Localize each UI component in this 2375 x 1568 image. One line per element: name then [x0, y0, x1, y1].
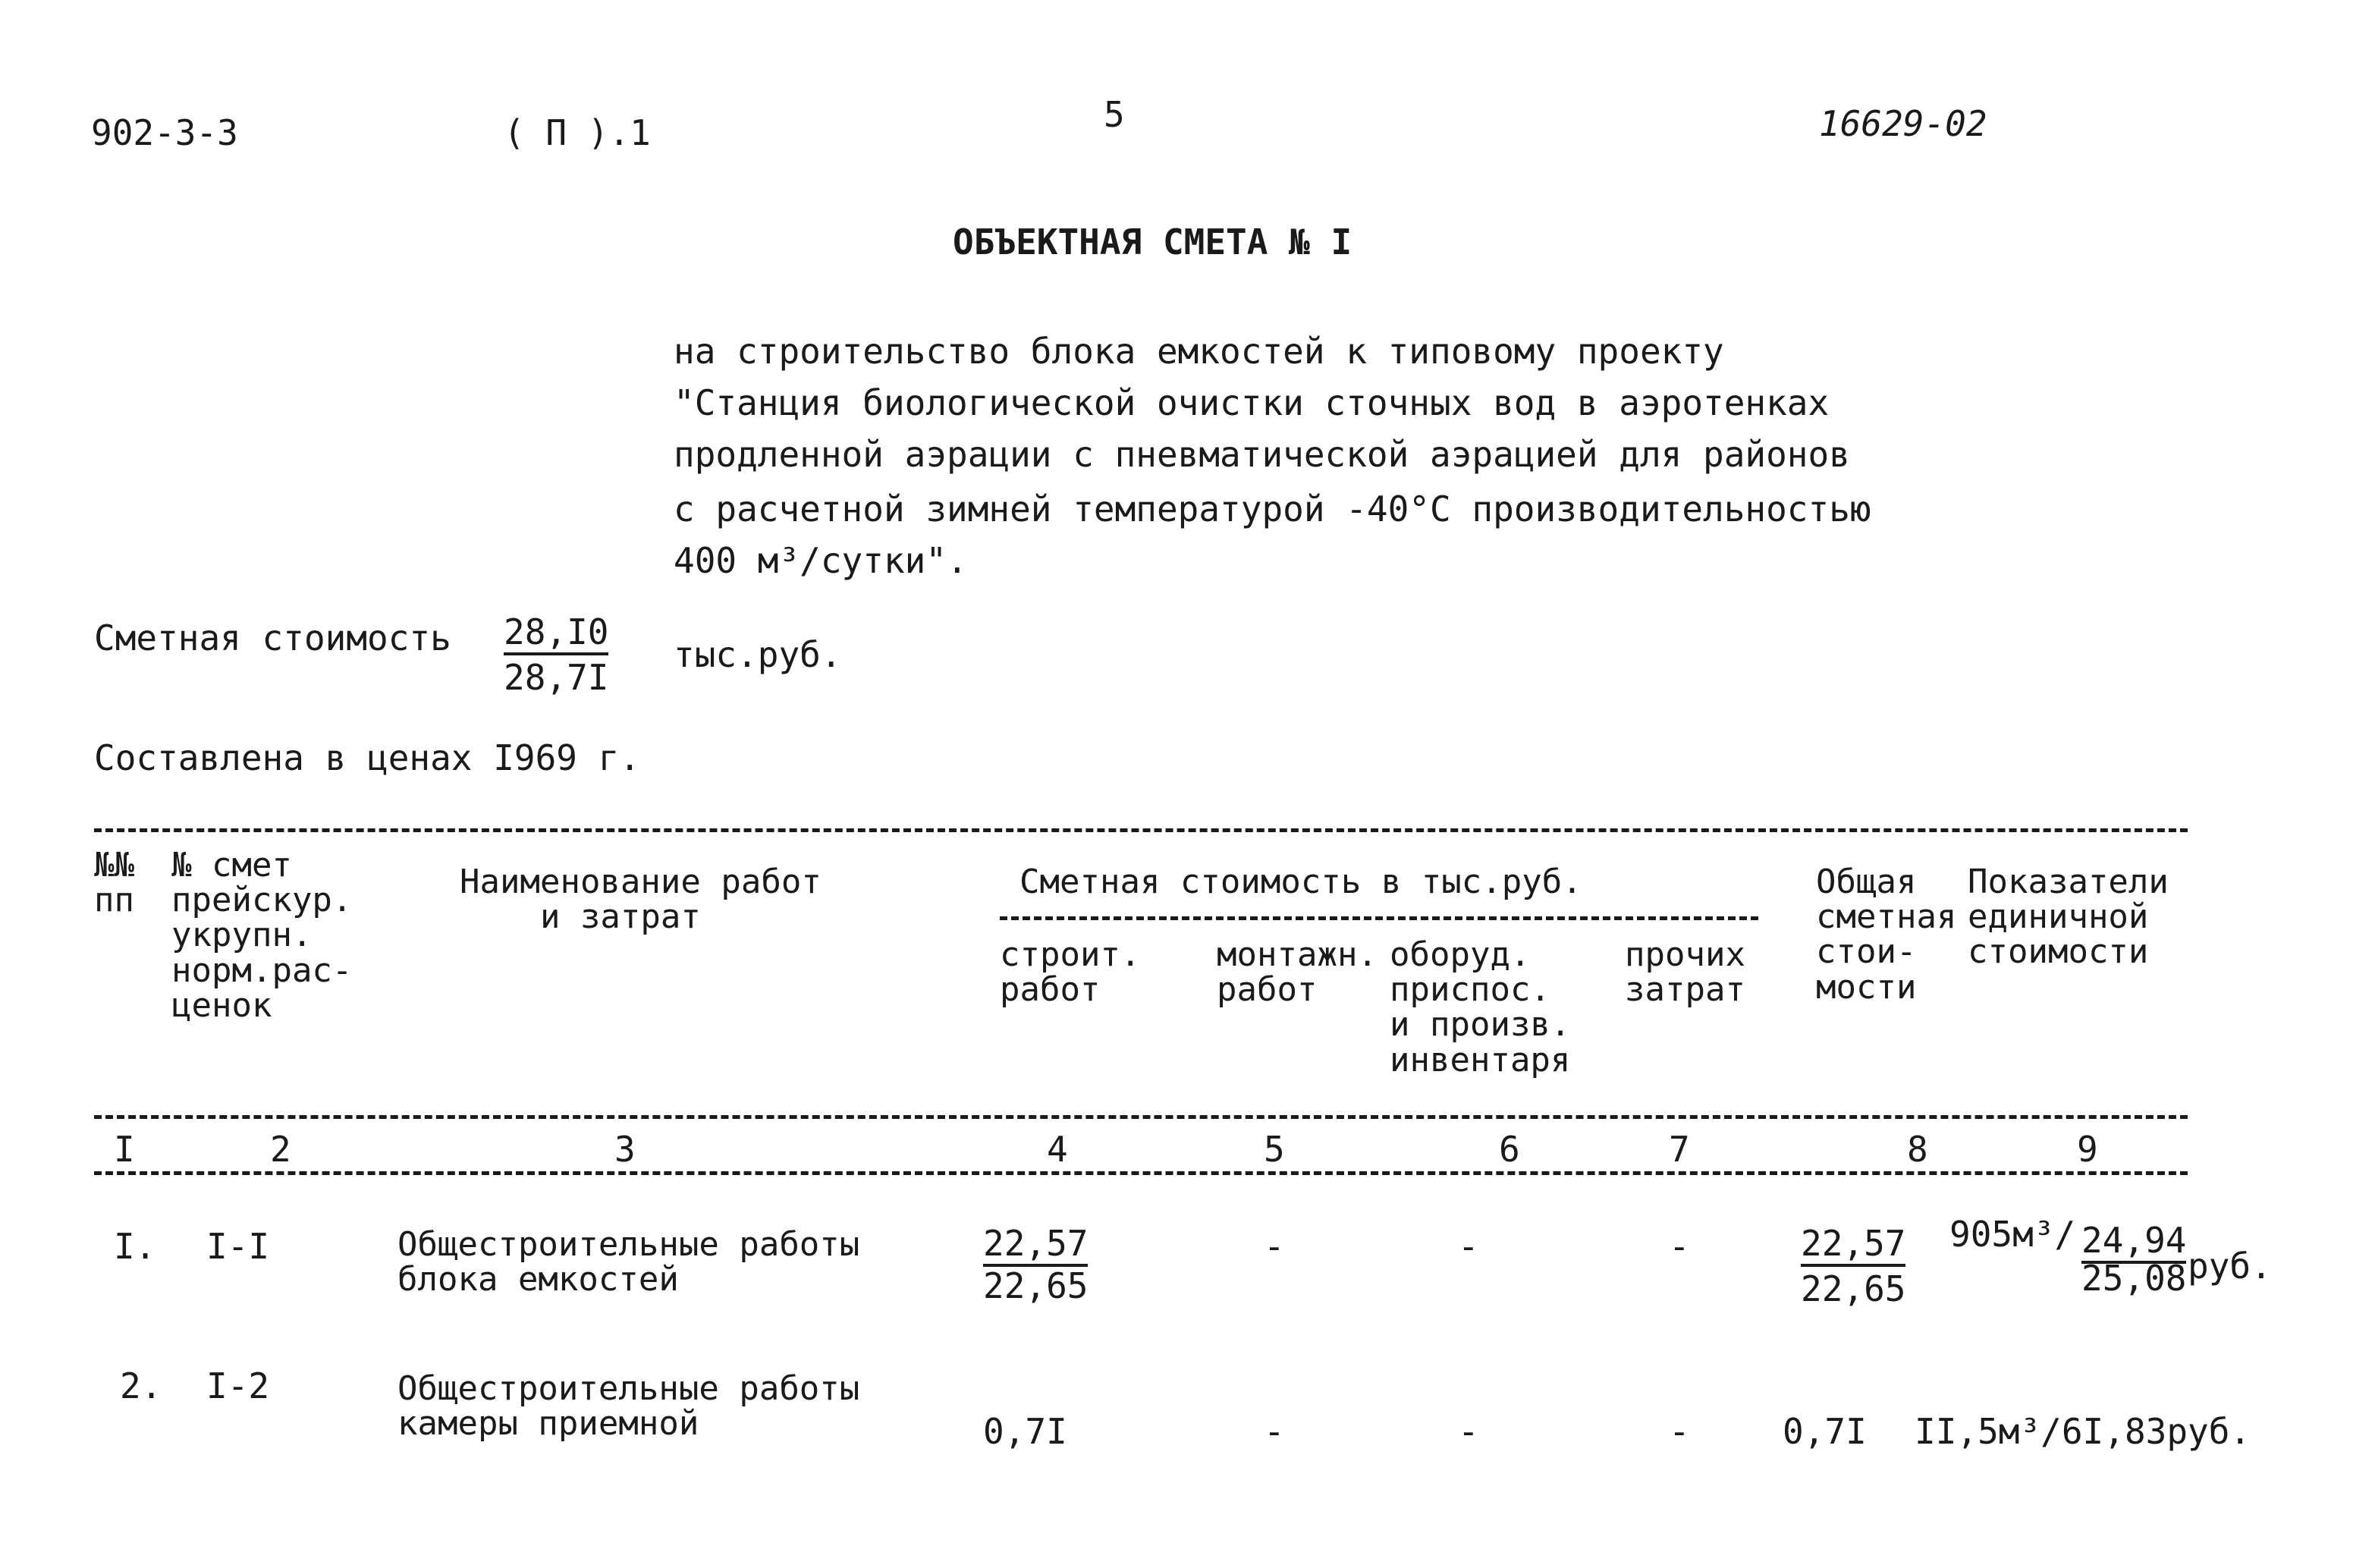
cost-unit: тыс.руб.: [674, 634, 842, 675]
colnum-8: 8: [1907, 1129, 1928, 1170]
cost-value: [504, 611, 609, 698]
subtitle-line-4: с расчетной зимней температурой -40°С производительностью: [674, 489, 1871, 529]
row1-code: I-I: [206, 1226, 270, 1267]
colnum-9: 9: [2077, 1129, 2098, 1170]
row1-mount: -: [1264, 1226, 1285, 1267]
subtitle-line-5: 400 м³/сутки".: [674, 540, 968, 581]
header-col-mount: монтажн. работ: [1217, 935, 1378, 1010]
row1-indicator-bottom: 25,08: [2081, 1258, 2187, 1299]
page-number: 5: [1104, 94, 1125, 135]
row1-num: I.: [114, 1226, 156, 1267]
code-left: 902-3-3: [91, 112, 238, 153]
row2-name: Общестроительные работы камеры приемной: [397, 1369, 860, 1444]
colnum-6: 6: [1499, 1129, 1520, 1170]
row1-indicator-fraction: [2081, 1220, 2187, 1299]
row1-indicator-top: 24,94: [2081, 1223, 2186, 1264]
row1-other: -: [1669, 1226, 1690, 1267]
row2-mount: -: [1264, 1411, 1285, 1452]
row1-build-bottom: 22,65: [983, 1265, 1089, 1306]
row1-indicator-unit: руб.: [2188, 1246, 2272, 1287]
row1-total: [1801, 1223, 1906, 1309]
row2-other: -: [1669, 1411, 1690, 1452]
row2-indicator: II,5м³/6I,83руб.: [1915, 1411, 2251, 1452]
colnum-3: 3: [614, 1129, 636, 1170]
colnum-7: 7: [1669, 1129, 1690, 1170]
header-col-total: Общая сметная стои- мости: [1816, 863, 1957, 1007]
header-col-equip: оборуд. приспос. и произв. инвентаря: [1390, 935, 1571, 1079]
code-mid: ( П ).1: [504, 112, 651, 153]
row2-code: I-2: [206, 1365, 270, 1406]
row2-num: 2.: [120, 1365, 162, 1406]
subtitle-line-1: на строительство блока емкостей к типовому проекту: [674, 331, 1724, 372]
row1-build-top: 22,57: [983, 1226, 1088, 1267]
subtitle-line-3: продленной аэрации с пневматической аэрацией для районов: [674, 434, 1850, 475]
row1-total-bottom: 22,65: [1801, 1268, 1906, 1309]
header-col-build: строит. работ: [1000, 935, 1141, 1010]
header-col-indicators: Показатели единичной стоимости: [1968, 863, 2169, 972]
header-col-num: №№ пп: [94, 846, 134, 920]
row1-name: Общестроительные работы блока емкостей: [397, 1225, 860, 1299]
row1-equip: -: [1458, 1226, 1479, 1267]
header-bottom-rule: [94, 1115, 2188, 1119]
table-top-rule: [94, 828, 2188, 832]
cost-value-bottom: 28,7I: [504, 657, 609, 698]
colnum-4: 4: [1047, 1129, 1068, 1170]
colnum-1: I: [114, 1129, 135, 1170]
subtitle-line-2: "Станция биологической очистки сточных вод в аэротенках: [674, 382, 1830, 423]
row2-total: 0,7I: [1783, 1411, 1867, 1452]
row1-build: [983, 1223, 1089, 1306]
row1-total-top: 22,57: [1801, 1226, 1905, 1267]
row1-indicator-prefix: 905м³/: [1949, 1214, 2076, 1255]
doc-number: 16629-02: [1819, 103, 1987, 144]
prices-note: Составлена в ценах I969 г.: [94, 737, 641, 778]
colnum-5: 5: [1264, 1129, 1285, 1170]
header-col-code: № смет прейскур. укрупн. норм.рас- ценок: [171, 846, 353, 1025]
header-cost-group: Сметная стоимость в тыс.руб.: [1019, 863, 1582, 901]
header-col-name: Наименование работ и затрат: [460, 863, 822, 937]
colnum-bottom-rule: [94, 1171, 2188, 1175]
header-col-other: прочих затрат: [1625, 935, 1745, 1010]
document-title: ОБЪЕКТНАЯ СМЕТА № I: [953, 222, 1352, 262]
cost-value-top: 28,I0: [504, 614, 608, 655]
header-group-rule: [1000, 916, 1758, 920]
cost-label: Сметная стоимость: [94, 617, 451, 658]
row2-equip: -: [1458, 1411, 1479, 1452]
colnum-2: 2: [270, 1129, 291, 1170]
row2-build: 0,7I: [983, 1411, 1067, 1452]
